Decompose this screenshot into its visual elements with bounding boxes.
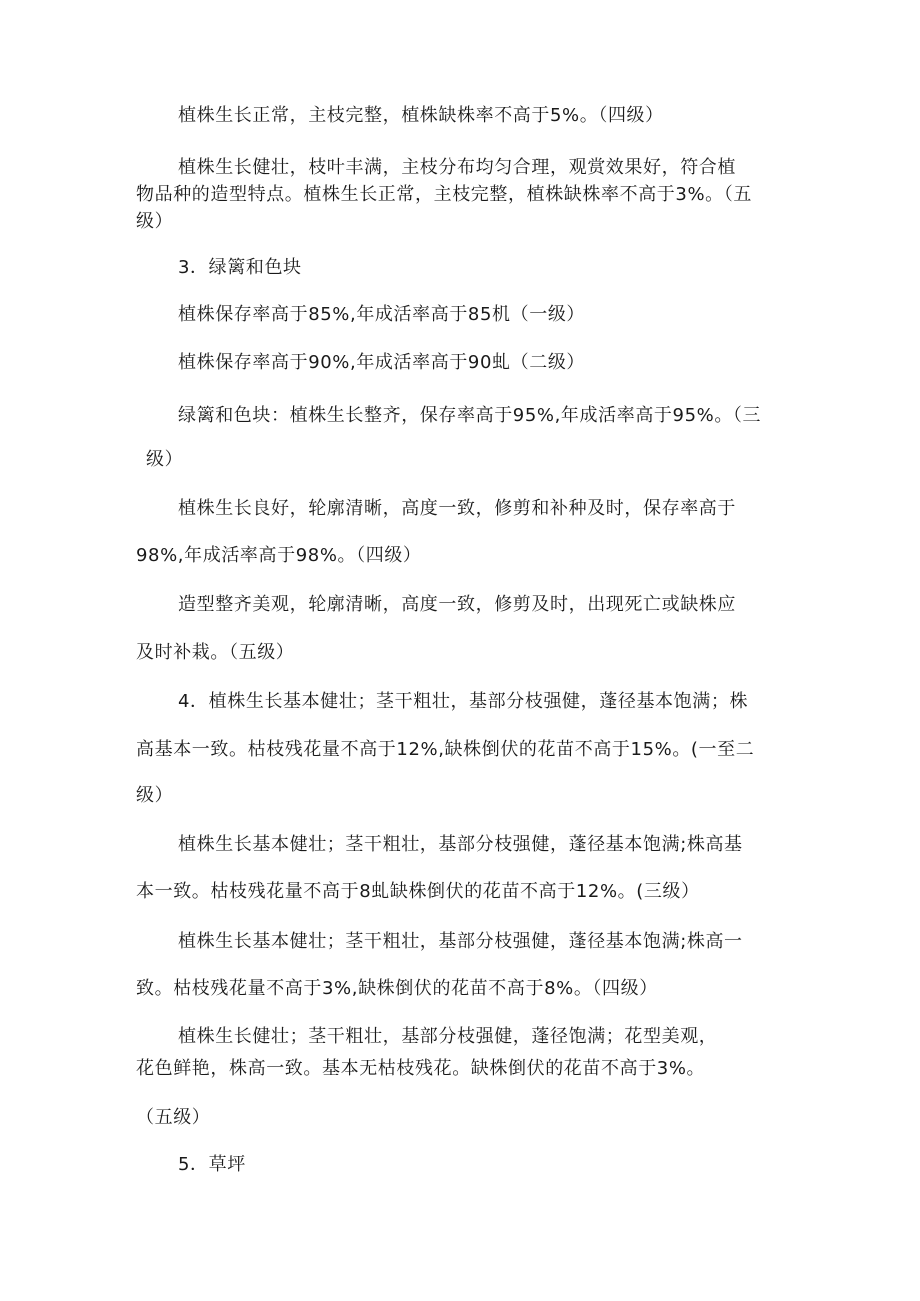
paragraph-line: 植株生长健壮；茎干粗壮，基部分枝强健，蓬径饱满；花型美观， [178,1026,718,1047]
paragraph-line: （五级） [136,1107,211,1128]
paragraph-line: 植株保存率高于90%,年成活率高于90虬（二级） [178,352,586,373]
paragraph-line: 绿篱和色块：植株生长整齐，保存率高于95%,年成活率高于95%。（三 [178,405,762,426]
section-heading: 5．草坪 [178,1154,246,1175]
paragraph-line: 级） [136,785,174,806]
paragraph-line: 物品种的造型特点。植株生长正常，主枝完整，植株缺株率不高于3%。（五 [136,184,752,205]
paragraph-line: 98%,年成活率高于98%。（四级） [136,545,422,566]
paragraph-line: 高基本一致。枯枝残花量不高于12%,缺株倒伏的花苗不高于15%。(一至二 [136,739,755,760]
section-heading: 4．植株生长基本健壮；茎干粗壮，基部分枝强健，蓬径基本饱满；株 [178,691,749,712]
section-heading: 3．绿篱和色块 [178,257,302,278]
paragraph-line: 植株保存率高于85%,年成活率高于85机（一级） [178,304,586,325]
paragraph-line: 植株生长良好，轮廓清晰，高度一致，修剪和补种及时，保存率高于 [178,498,736,519]
paragraph-line: 及时补栽。（五级） [136,642,295,663]
paragraph-line: 本一致。枯枝残花量不高于8虬缺株倒伏的花苗不高于12%。(三级） [136,881,700,902]
paragraph-line: 级） [136,211,174,232]
paragraph-line: 植株生长基本健壮；茎干粗壮，基部分枝强健，蓬径基本饱满;株高基 [178,834,743,855]
paragraph-line: 植株生长基本健壮；茎干粗壮，基部分枝强健，蓬径基本饱满;株高一 [178,931,743,952]
paragraph-line: 致。枯枝残花量不高于3%,缺株倒伏的花苗不高于8%。（四级） [136,978,658,999]
paragraph-line: 造型整齐美观，轮廓清晰，高度一致，修剪及时，出现死亡或缺株应 [178,594,736,615]
paragraph-line: 花色鲜艳，株高一致。基本无枯枝残花。缺株倒伏的花苗不高于3%。 [136,1058,706,1079]
paragraph-line: 植株生长正常，主枝完整，植株缺株率不高于5%。（四级） [178,105,664,126]
paragraph-line: 植株生长健壮，枝叶丰满，主枝分布均匀合理，观赏效果好，符合植 [178,157,736,178]
paragraph-line: 级） [146,449,184,470]
